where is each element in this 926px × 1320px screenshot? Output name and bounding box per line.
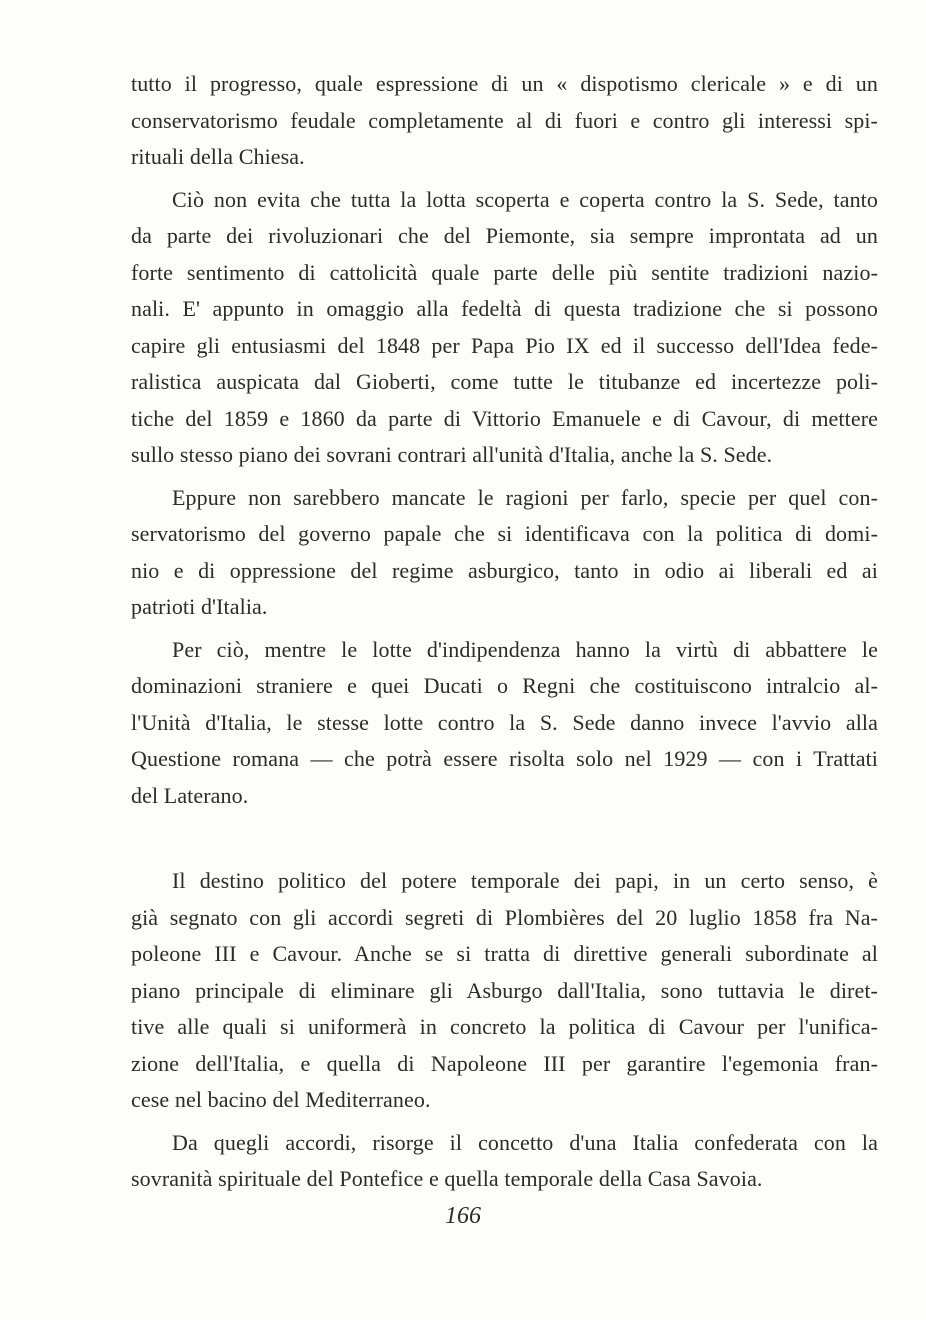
text-line: Ciò non evita che tutta la lotta scoperta e coperta contro la S. Sede, tanto <box>172 186 878 212</box>
text-line: conservatorismo feudale completamente al di fuori e contro gli interessi spi- <box>131 107 878 133</box>
paragraph-5 <box>131 863 878 1119</box>
text-line: tiche del 1859 e 1860 da parte di Vittorio Emanuele e di Cavour, di mettere <box>131 405 878 431</box>
text-line: Eppure non sarebbero mancate le ragioni per farlo, specie per quel con- <box>172 484 878 510</box>
text-line: poleone III e Cavour. Anche se si tratta di direttive generali subordinate al <box>131 941 878 966</box>
text-line: già segnato con gli accordi segreti di Plombières del 20 luglio 1858 fra Na- <box>131 904 878 930</box>
text-line: l'Unità d'Italia, le stesse lotte contro la S. Sede danno invece l'avvio alla <box>131 709 878 735</box>
paragraph-4 <box>131 632 878 815</box>
text-line: sovranità spirituale del Pontefice e quella temporale della Casa Savoia. <box>131 1166 763 1191</box>
text-line: capire gli entusiasmi del 1848 per Papa Pio IX ed il successo dell'Idea fede- <box>131 332 878 358</box>
text-line: da parte dei rivoluzionari che del Piemonte, sia sempre improntata ad un <box>131 223 878 248</box>
text-line: forte sentimento di cattolicità quale parte delle più sentite tradizioni nazio- <box>131 259 878 285</box>
paragraph-1 <box>131 66 878 176</box>
text-line: zione dell'Italia, e quella di Napoleone III per garantire l'egemonia fran- <box>131 1050 878 1076</box>
text-line: Questione romana — che potrà essere risolta solo nel 1929 — con i Trattati <box>131 746 878 771</box>
text-line: cese nel bacino del Mediterraneo. <box>131 1087 431 1112</box>
text-line: dominazioni straniere e quei Ducati o Regni che costituiscono intralcio al- <box>131 673 878 698</box>
text-line: Da quegli accordi, risorge il concetto d'una Italia confederata con la <box>172 1129 878 1155</box>
text-line: rituali della Chiesa. <box>131 144 305 169</box>
paragraph-2 <box>131 182 878 474</box>
text-line: patrioti d'Italia. <box>131 594 268 619</box>
text-line: sullo stesso piano dei sovrani contrari all'unità d'Italia, anche la S. Sede. <box>131 442 773 467</box>
text-line: tive alle quali si uniformerà in concreto la politica di Cavour per l'unifica- <box>131 1014 878 1039</box>
body-text <box>131 66 878 1198</box>
page-number: 166 <box>445 1203 481 1229</box>
text-line: Per ciò, mentre le lotte d'indipendenza hanno la virtù di abbattere le <box>172 636 878 662</box>
text-line: Il destino politico del potere temporale dei papi, in un certo senso, è <box>172 868 878 893</box>
paragraph-3 <box>131 480 878 626</box>
text-line: nio e di oppressione del regime asburgico, tanto in odio ai liberali ed ai <box>131 557 878 583</box>
text-line: piano principale di eliminare gli Asburgo dall'Italia, sono tuttavia le diret- <box>131 977 878 1003</box>
text-line: del Laterano. <box>131 782 249 808</box>
text-line: tutto il progresso, quale espressione di un « dispotismo clericale » e di un <box>131 71 878 96</box>
text-line: servatorismo del governo papale che si identificava con la politica di domi- <box>131 521 878 546</box>
text-line: ralistica auspicata dal Gioberti, come tutte le titubanze ed incertezze poli- <box>131 369 878 394</box>
paragraph-6 <box>131 1125 878 1198</box>
text-line: nali. E' appunto in omaggio alla fedeltà di questa tradizione che si possono <box>131 296 878 321</box>
